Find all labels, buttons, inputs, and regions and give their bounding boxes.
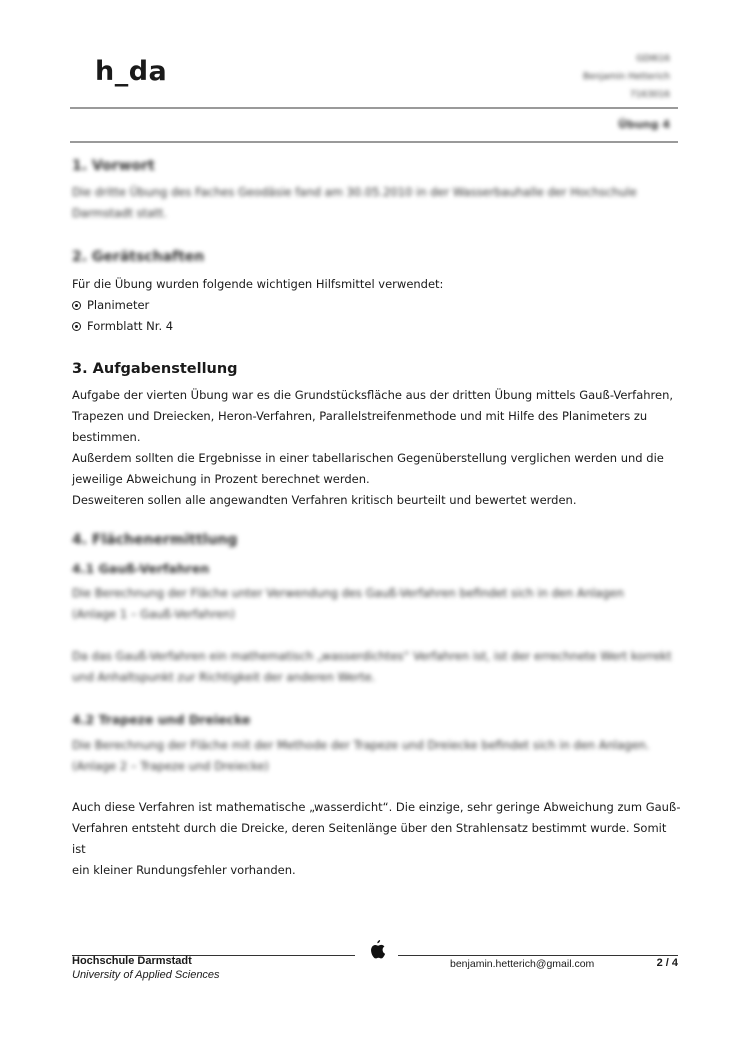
heading-aufgabenstellung: 3. Aufgabenstellung: [72, 361, 238, 377]
heading-geraetschaften: 2. Gerätschaften: [72, 249, 205, 265]
text-line: bestimmen.: [72, 430, 141, 444]
text-line: (Anlage 2 – Trapeze und Dreiecke): [72, 759, 269, 773]
text-line: ein kleiner Rundungsfehler vorhanden.: [72, 863, 296, 877]
header-meta: [583, 50, 670, 104]
footer-divider-right: [398, 955, 678, 956]
header-divider: [70, 107, 678, 109]
header-divider-2: [70, 141, 678, 143]
header-meta-line: Benjamin Hetterich: [582, 72, 670, 82]
paragraph-gauss-1: [72, 583, 682, 625]
bullet-icon: [72, 301, 81, 310]
list-item: [72, 295, 173, 316]
list-item-label: Formblatt Nr. 4: [87, 319, 174, 333]
text-line: Die dritte Übung des Faches Geodäsie fand am 30.05.2010 in der Wasserbauhalle der Hochschule: [72, 185, 637, 199]
text-line: Auch diese Verfahren ist mathematische „wasserdicht“. Die einzige, sehr geringe Abweichung zum Gauß-: [72, 800, 681, 814]
hilfsmittel-list: [72, 295, 173, 337]
apple-icon: [368, 938, 386, 960]
text-line: Darmstadt statt.: [72, 206, 167, 220]
text-line: und Anhaltspunkt zur Richtigkeit der anderen Werte.: [72, 670, 376, 684]
list-item-label: Planimeter: [87, 298, 150, 312]
hda-logo: h_da: [95, 56, 168, 87]
heading-flaechenermittlung: 4. Flächenermittlung: [72, 532, 238, 548]
page-number: 2 / 4: [656, 957, 678, 969]
header-meta-line: 7163016: [629, 90, 670, 100]
text-line: Desweiteren sollen alle angewandten Verfahren kritisch beurteilt und bewertet werden.: [72, 493, 577, 507]
heading-gauss-verfahren: 4.1 Gauß-Verfahren: [72, 561, 210, 576]
bullet-icon: [72, 322, 81, 331]
paragraph-trapeze-2: [72, 797, 682, 881]
heading-vorwort: 1. Vorwort: [72, 158, 155, 174]
text-line: (Anlage 1 – Gauß-Verfahren): [72, 607, 235, 621]
institution-name: Hochschule Darmstadt: [72, 955, 192, 967]
text-line: Trapezen und Dreiecken, Heron-Verfahren, Parallelstreifenmethode und mit Hilfe des Planimeters zu: [72, 409, 648, 423]
text-line: Da das Gauß-Verfahren ein mathematisch „wasserdichtes“ Verfahren ist, ist der errechnete Wert korrekt: [72, 649, 672, 663]
text-line: Die Berechnung der Fläche mit der Methode der Trapeze und Dreiecke befindet sich in den Anlagen.: [72, 738, 650, 752]
text-line: Verfahren entsteht durch die Dreicke, deren Seitenlänge über den Strahlensatz bestimmt wurde. Somit ist: [72, 821, 667, 856]
paragraph-vorwort: [72, 182, 682, 224]
institution-subtitle: University of Applied Sciences: [72, 969, 220, 981]
text-line: Die Berechnung der Fläche unter Verwendung des Gauß-Verfahren befindet sich in den Anlagen: [72, 586, 624, 600]
header-meta-line: GDI616: [636, 54, 670, 64]
paragraph-trapeze-1: [72, 735, 682, 777]
exercise-label: Übung 4: [618, 118, 670, 131]
text-line: jeweilige Abweichung in Prozent berechnet werden.: [72, 472, 370, 486]
paragraph-gauss-2: [72, 646, 682, 688]
paragraph-aufgabenstellung: [72, 385, 682, 511]
heading-trapeze-dreiecke: 4.2 Trapeze und Dreiecke: [72, 712, 251, 727]
footer-institution: [72, 954, 220, 982]
footer-email: benjamin.hetterich@gmail.com: [450, 958, 595, 970]
text-line: Aufgabe der vierten Übung war es die Grundstücksfläche aus der dritten Übung mittels Gauß-Verfahren,: [72, 388, 674, 402]
text-line: Außerdem sollten die Ergebnisse in einer tabellarischen Gegenüberstellung verglichen werden und die: [72, 451, 664, 465]
paragraph-hilfsmittel: Für die Übung wurden folgende wichtigen Hilfsmittel verwendet:: [72, 277, 444, 291]
list-item: [72, 316, 173, 337]
